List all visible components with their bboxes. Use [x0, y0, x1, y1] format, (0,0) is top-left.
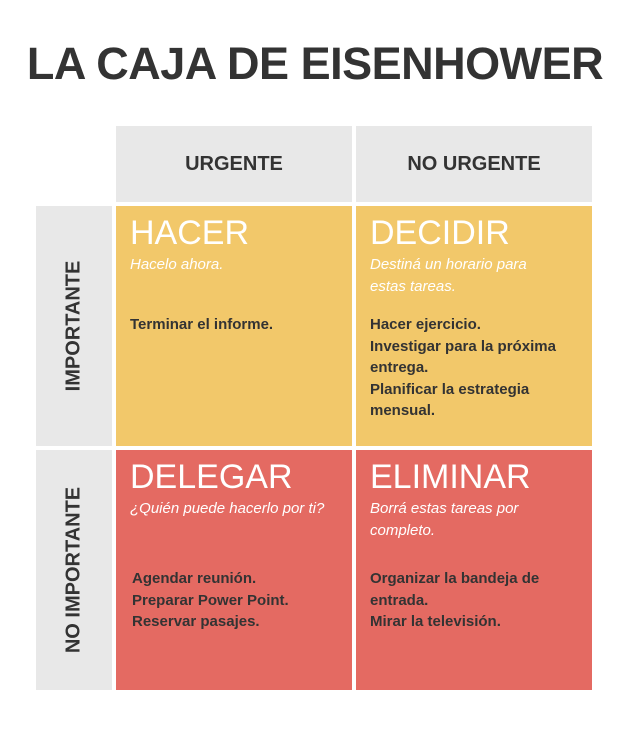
- quadrant-decidir: [356, 206, 592, 446]
- quadrant-subtitle: Hacelo ahora.: [130, 256, 224, 273]
- task-item: Agendar reunión.: [132, 570, 257, 587]
- task-list: [370, 568, 545, 633]
- task-list: [370, 314, 582, 422]
- task-item: Terminar el informe.: [130, 316, 274, 333]
- quadrant-eliminar: [356, 450, 592, 690]
- row-header-important: [36, 206, 112, 446]
- quadrant-hacer: [116, 206, 352, 446]
- task-list: [130, 314, 338, 336]
- quadrant-title: HACER: [130, 214, 250, 252]
- quadrant-subtitle: ¿Quién puede hacerlo por ti?: [130, 500, 325, 517]
- row-header-not-important: [36, 450, 112, 690]
- task-item: Reservar pasajes.: [132, 613, 260, 630]
- quadrant-delegar: [116, 450, 352, 690]
- row-label-important: IMPORTANTE: [62, 260, 85, 392]
- task-item: Mirar la televisión.: [370, 613, 501, 630]
- quadrant-title: DECIDIR: [370, 214, 510, 252]
- quadrant-subtitle: Destiná un horario para estas tareas.: [370, 256, 527, 295]
- task-item: Preparar Power Point.: [132, 591, 289, 609]
- task-list: [132, 568, 338, 633]
- column-header-urgent: URGENTE: [116, 126, 352, 202]
- page-title: LA CAJA DE EISENHOWER: [26, 38, 604, 89]
- task-item: Hacer ejercicio.: [370, 316, 481, 333]
- task-item: Investigar para la próxima entrega.: [370, 337, 556, 376]
- task-item: Planificar la estrategia mensual.: [370, 380, 530, 419]
- row-label-not-important: NO IMPORTANTE: [62, 486, 85, 654]
- quadrant-title: ELIMINAR: [370, 458, 531, 496]
- task-item: Organizar la bandeja de entrada.: [370, 570, 540, 609]
- quadrant-subtitle: Borrá estas tareas por completo.: [370, 500, 519, 539]
- column-header-not-urgent: NO URGENTE: [356, 126, 592, 202]
- quadrant-title: DELEGAR: [130, 458, 293, 496]
